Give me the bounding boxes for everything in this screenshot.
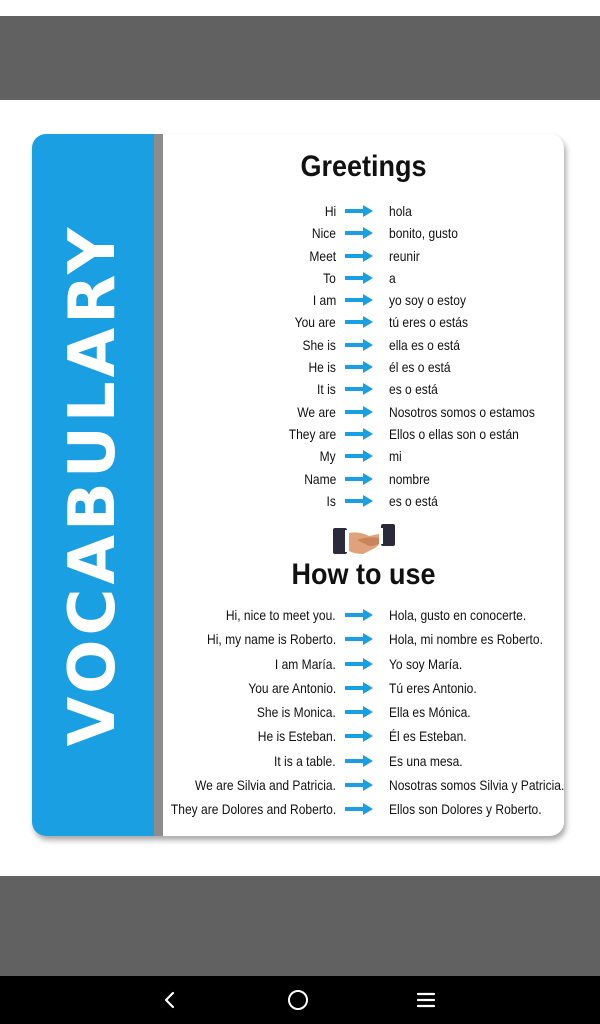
english-term: I am María. [275,655,336,672]
right-arrow-icon [345,205,373,217]
spanish-translation: tú eres o estás [389,314,468,331]
english-term: Hi [324,203,336,219]
right-arrow-icon [345,609,373,621]
english-term: Nice [311,225,336,242]
handshake-icon [333,524,395,558]
english-term: Is [326,492,336,509]
english-term: You are [294,314,336,331]
spanish-translation: bonito, gusto [389,225,458,242]
english-term: Meet [309,247,336,264]
spanish-translation: es o está [389,492,438,509]
english-term: My [319,448,336,465]
right-arrow-icon [345,755,373,767]
english-term: They are [288,425,336,442]
vocab-row [163,604,564,628]
right-arrow-icon [345,730,373,742]
english-term: We are [297,403,336,420]
spanish-translation: Él es Esteban. [389,728,467,745]
back-button[interactable] [140,976,200,1024]
spanish-translation: Es una mesa. [389,752,463,769]
recent-apps-button[interactable] [396,976,456,1024]
right-arrow-icon [345,495,373,507]
vocab-row [163,653,564,677]
right-arrow-icon [345,706,373,718]
spanish-translation: Hola, gusto en conocerte. [389,607,527,623]
vocab-row [163,725,564,749]
english-term: We are Silvia and Patricia. [195,777,336,794]
image-viewer-bottom-bar [0,876,600,976]
right-arrow-icon [345,339,373,351]
spanish-translation: Hola, mi nombre es Roberto. [389,631,543,648]
right-arrow-icon [345,294,373,306]
english-term: He is [308,359,336,376]
english-term: I am [312,292,336,309]
vocab-row [163,490,564,512]
right-arrow-icon [345,272,373,284]
right-arrow-icon [345,450,373,462]
vocab-row [163,401,564,423]
spanish-translation: Tú eres Antonio. [389,679,477,696]
vocabulary-content [163,134,564,836]
home-button[interactable] [268,976,328,1024]
vocab-row [163,334,564,356]
english-term: To [323,269,336,286]
vocab-row [163,677,564,701]
vocab-row [163,311,564,333]
spanish-translation: Nosotras somos Silvia y Patricia. [389,777,564,794]
vocab-row [163,378,564,400]
sidebar-divider [154,134,163,836]
english-term: She is [302,336,336,353]
vocab-row [163,750,564,774]
english-term: Hi, my name is Roberto. [206,631,336,648]
english-term: They are Dolores and Roberto. [170,801,336,818]
spanish-translation: es o está [389,381,438,398]
spanish-translation: Nosotros somos o estamos [389,403,535,420]
spanish-translation: hola [389,203,412,219]
right-arrow-icon [345,250,373,262]
english-term: Hi, nice to meet you. [226,607,336,623]
sidebar-title: VOCABULARY [56,223,130,747]
right-arrow-icon [345,803,373,815]
vocab-row [163,356,564,378]
spanish-translation: yo soy o estoy [389,292,466,309]
vocab-row [163,222,564,244]
vocab-row [163,701,564,725]
vocab-row [163,289,564,311]
spanish-translation: Ellos o ellas son o están [389,425,519,442]
vocab-row [163,200,564,222]
spanish-translation: Ellos son Dolores y Roberto. [389,801,542,818]
spanish-translation: Ella es Mónica. [389,704,471,721]
right-arrow-icon [345,316,373,328]
spanish-translation: reunir [389,247,420,264]
vocab-row [163,774,564,798]
right-arrow-icon [345,473,373,485]
right-arrow-icon [345,361,373,373]
english-term: He is Esteban. [257,728,336,745]
vocab-row [163,267,564,289]
how-to-use-heading: How to use [291,558,436,591]
back-icon [160,990,180,1010]
right-arrow-icon [345,406,373,418]
vocabulary-card [32,134,564,836]
right-arrow-icon [345,658,373,670]
english-term: She is Monica. [257,704,336,721]
english-term: It is a table. [274,752,336,769]
vocab-row [163,423,564,445]
how-to-use-list [163,604,564,823]
right-arrow-icon [345,227,373,239]
right-arrow-icon [345,682,373,694]
spanish-translation: Yo soy María. [389,655,463,672]
english-term: You are Antonio. [248,679,336,696]
spanish-translation: a [389,269,396,286]
vocab-row [163,628,564,652]
vocab-row [163,798,564,822]
vocab-row [163,468,564,490]
image-viewer-top-bar [0,16,600,100]
greetings-list [163,200,564,512]
english-term: Name [303,470,336,487]
spanish-translation: mi [389,448,402,465]
right-arrow-icon [345,779,373,791]
spanish-translation: nombre [389,470,430,487]
home-icon [286,988,310,1012]
english-term: It is [317,381,336,398]
greetings-heading: Greetings [300,150,427,183]
menu-icon [415,990,437,1010]
spanish-translation: él es o está [389,359,451,376]
vocab-row [163,245,564,267]
right-arrow-icon [345,383,373,395]
right-arrow-icon [345,428,373,440]
right-arrow-icon [345,633,373,645]
vocab-row [163,445,564,467]
spanish-translation: ella es o está [389,336,460,353]
system-navigation-bar [0,976,600,1024]
vocabulary-sidebar [32,134,154,836]
